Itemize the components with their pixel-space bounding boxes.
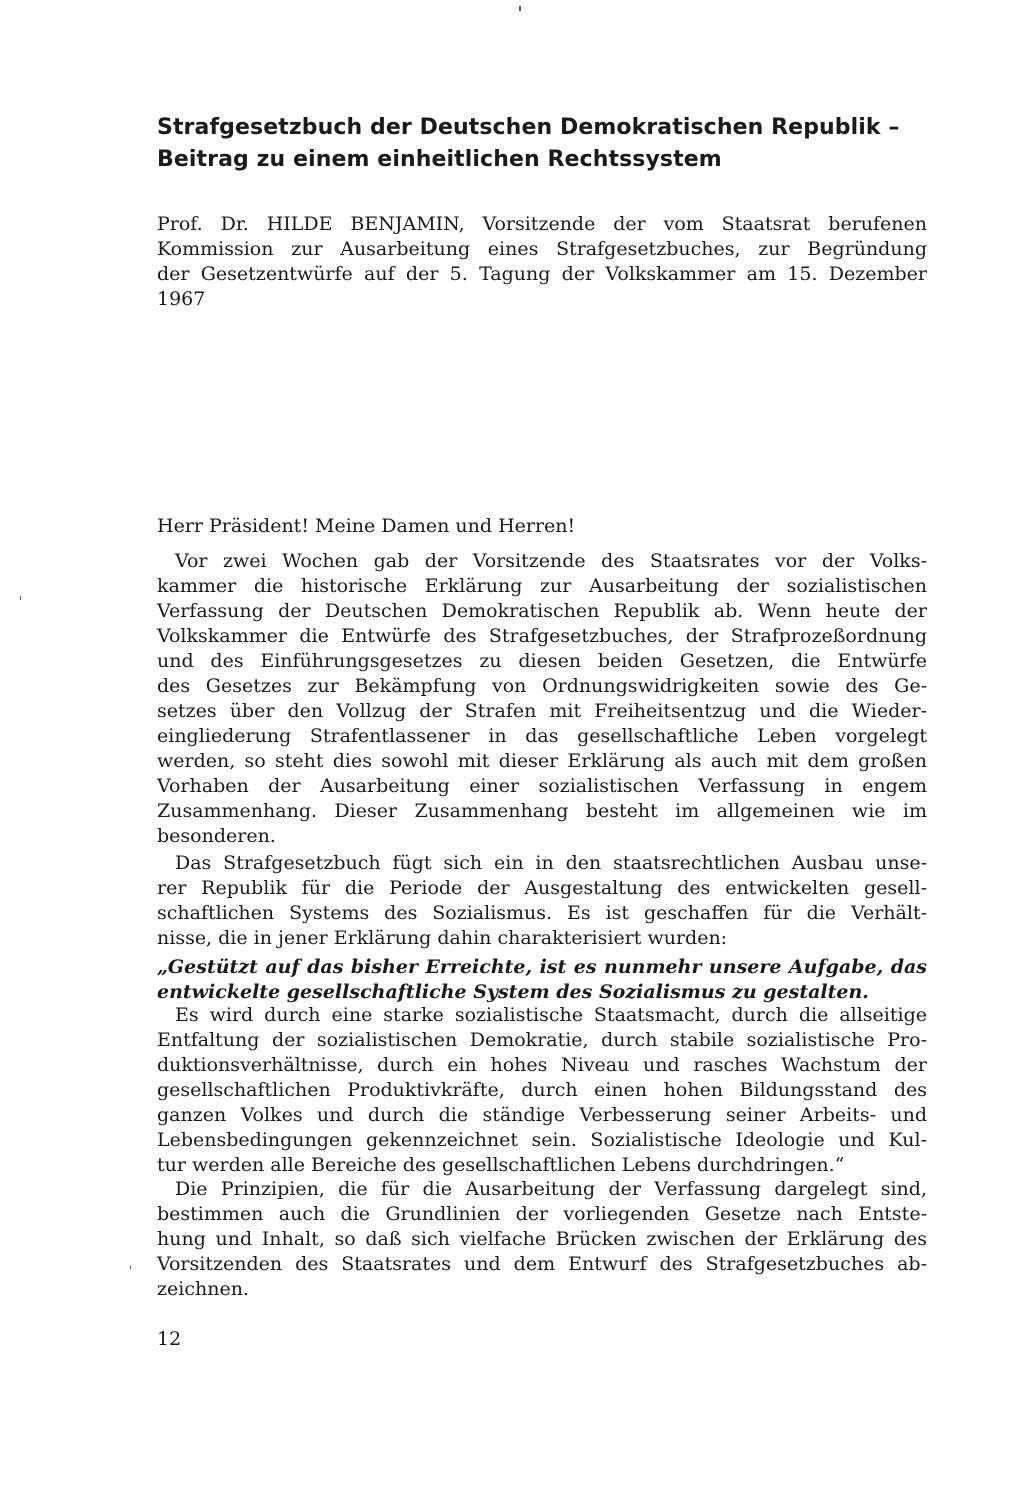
text-line: gesellschaftlichen Produktivkräfte, durch einen hohen Bildungsstand des (157, 1079, 927, 1101)
text-line: setzes über den Vollzug der Strafen mit Freiheitsentzug und die Wieder- (157, 700, 927, 722)
text-line: des Gesetzes zur Bekämpfung von Ordnungswidrigkeiten sowie des Ge- (157, 675, 927, 697)
text-line: Volkskammer die Entwürfe des Strafgesetzbuches, der Strafprozeßordnung (157, 625, 927, 647)
text-line: rer Republik für die Periode der Ausgestaltung des entwickelten gesell- (157, 877, 927, 899)
text-line: und des Einführungsgesetzes zu diesen beiden Gesetzen, die Entwürfe (157, 650, 927, 672)
text-line: besonderen. (157, 825, 276, 847)
paragraph (157, 851, 927, 951)
paragraph (157, 549, 927, 849)
text-line: ganzen Volkes und durch die ständige Verbesserung seiner Arbeits- und (157, 1104, 927, 1126)
text-line: Entfaltung der sozialistischen Demokratie, durch stabile sozialistische Pro- (157, 1029, 927, 1051)
page-title (157, 112, 917, 176)
text-line: Vorhaben der Ausarbeitung einer sozialistischen Verfassung in engem (157, 775, 927, 797)
text-line: schaftlichen Systems des Sozialismus. Es ist geschaffen für die Verhält- (157, 902, 927, 924)
text-line: Vorsitzenden des Staatsrates und dem Entwurf des Strafgesetzbuches ab- (157, 1253, 927, 1275)
text-line: Es wird durch eine starke sozialistische Staatsmacht, durch die allseitige (175, 1004, 927, 1026)
author-intro (157, 212, 927, 312)
salutation: Herr Präsident! Meine Damen und Herren! (157, 515, 576, 537)
text-line: Verfassung der Deutschen Demokratischen Republik ab. Wenn heute der (157, 600, 927, 622)
text-line: „Gestützt auf das bisher Erreichte, ist es nunmehr unsere Aufgabe, das (157, 956, 927, 978)
text-line: entwickelte gesellschaftliche System des Sozialismus zu gestalten. (157, 981, 869, 1003)
scan-speck (519, 6, 521, 11)
title-line: Strafgesetzbuch der Deutschen Demokratischen Republik – (157, 115, 900, 140)
text-line: eingliederung Strafentlassener in das gesellschaftliche Leben vorgelegt (157, 725, 927, 747)
text-line: Prof. Dr. HILDE BENJAMIN, Vorsitzende der vom Staatsrat berufenen (157, 213, 927, 235)
text-line: Zusammenhang. Dieser Zusammenhang besteht im allgemeinen wie im (157, 800, 927, 822)
text-line: werden, so steht dies sowohl mit dieser Erklärung als auch mit dem großen (157, 750, 927, 772)
text-line: Lebensbedingungen gekennzeichnet sein. Sozialistische Ideologie und Kul- (157, 1129, 927, 1151)
text-line: Vor zwei Wochen gab der Vorsitzende des Staatsrates vor der Volks- (175, 550, 927, 572)
title-line: Beitrag zu einem einheitlichen Rechtssystem (157, 147, 722, 172)
text-line: Das Strafgesetzbuch fügt sich ein in den staatsrechtlichen Ausbau unse- (175, 852, 927, 874)
text-line: bestimmen auch die Grundlinien der vorliegenden Gesetze nach Entste- (157, 1203, 927, 1225)
text-line: kammer die historische Erklärung zur Ausarbeitung der sozialistischen (157, 575, 927, 597)
text-line: Die Prinzipien, die für die Ausarbeitung der Verfassung dargelegt sind, (175, 1178, 927, 1200)
paragraph (157, 1177, 927, 1302)
scan-speck (20, 596, 21, 600)
text-line: 1967 (157, 288, 206, 310)
text-line: der Gesetzentwürfe auf der 5. Tagung der Volkskammer am 15. Dezember (157, 263, 927, 285)
text-line: duktionsverhältnisse, durch ein hohes Niveau und rasches Wachstum der (157, 1054, 927, 1076)
text-line: tur werden alle Bereiche des gesellschaftlichen Lebens durchdringen.“ (157, 1154, 845, 1176)
quotation (157, 955, 927, 1005)
paragraph (157, 1003, 927, 1178)
text-line: zeichnen. (157, 1278, 249, 1300)
text-line: nisse, die in jener Erklärung dahin charakterisiert wurden: (157, 927, 728, 949)
page-number: 12 (157, 1328, 182, 1350)
text-line: hung und Inhalt, so daß sich vielfache Brücken zwischen der Erklärung des (157, 1228, 927, 1250)
text-line: Kommission zur Ausarbeitung eines Strafgesetzbuches, zur Begründung (157, 238, 927, 260)
scan-speck (130, 1266, 131, 1269)
